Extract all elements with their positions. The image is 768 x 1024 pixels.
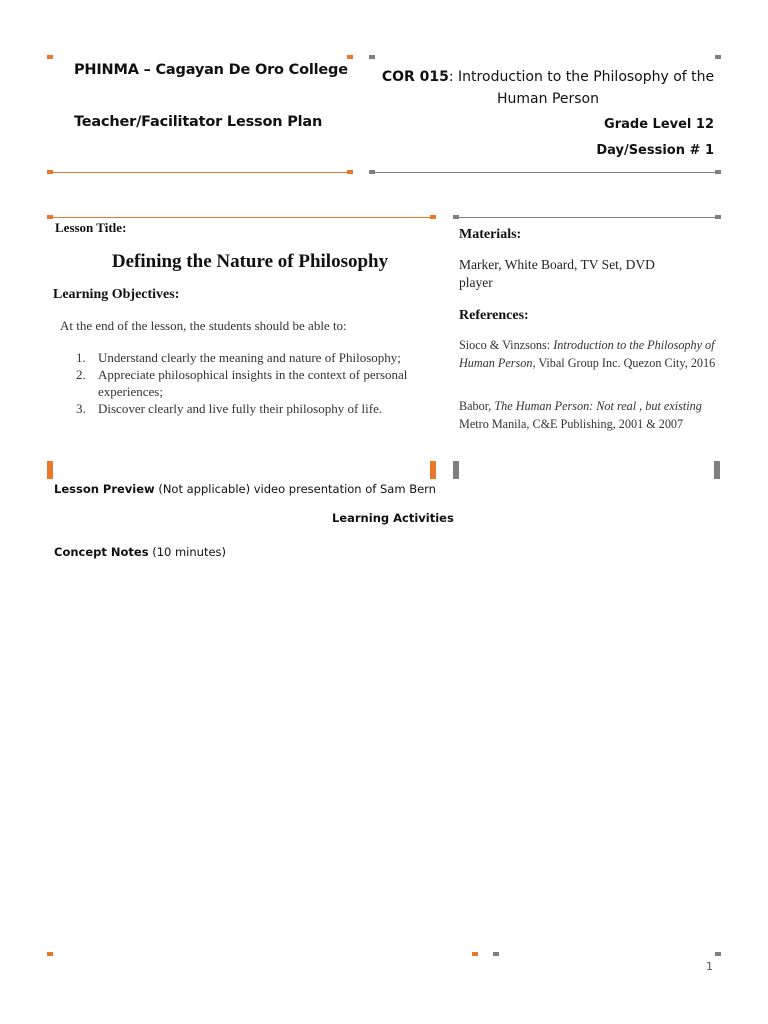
materials-label: Materials:: [459, 227, 522, 242]
section-marker: [453, 461, 459, 479]
lesson-preview-note: (Not applicable) video presentation of Sam Bern: [154, 482, 436, 496]
grade-level: Grade Level 12: [604, 117, 714, 132]
frame-corner: [715, 170, 721, 174]
lesson-preview: [54, 482, 436, 496]
frame-corner: [715, 55, 721, 59]
concept-notes-label: Concept Notes: [54, 545, 149, 559]
frame-corner: [47, 170, 53, 174]
objectives-intro: At the end of the lesson, the students should be able to:: [60, 318, 347, 333]
lesson-title-label: Lesson Title:: [55, 220, 127, 235]
concept-notes: [54, 545, 226, 559]
frame-corner: [430, 215, 436, 219]
concept-notes-duration: (10 minutes): [148, 545, 227, 559]
materials-text: Marker, White Board, TV Set, DVD player: [459, 257, 655, 290]
materials-section-rule: [453, 217, 721, 218]
frame-corner: [715, 215, 721, 219]
frame-corner: [347, 170, 353, 174]
plan-type: Teacher/Facilitator Lesson Plan: [74, 114, 323, 130]
frame-corner: [47, 55, 53, 59]
course-title: [372, 66, 724, 110]
objective-text: Discover clearly and live fully their philosophy of life.: [98, 401, 383, 416]
page-number: 1: [706, 960, 713, 973]
objective-item: [72, 400, 432, 417]
reference-title: The Human Person: Not real , but existing: [494, 399, 702, 413]
objective-item: [72, 366, 432, 400]
header-divider-left: [47, 172, 353, 173]
objective-number: 1.: [76, 350, 86, 365]
lesson-title: Defining the Nature of Philosophy: [111, 251, 389, 272]
reference-authors: Babor,: [459, 399, 495, 413]
reference-publisher: Metro Manila, C&E Publishing, 2001 & 2007: [459, 417, 684, 431]
frame-corner: [472, 952, 478, 956]
frame-corner: [47, 215, 53, 219]
frame-corner: [369, 170, 375, 174]
frame-corner: [369, 55, 375, 59]
references-label: References:: [459, 308, 529, 323]
objective-number: 3.: [76, 401, 86, 416]
lesson-preview-label: Lesson Preview: [54, 482, 155, 496]
objective-text: Appreciate philosophical insights in the context of personal experiences;: [98, 367, 408, 399]
objective-number: 2.: [76, 367, 86, 382]
reference-title: Introduction to the Philosophy of Human Person,: [459, 338, 715, 370]
frame-corner: [47, 952, 53, 956]
lesson-section-rule: [47, 217, 436, 218]
header-divider-right: [369, 172, 721, 173]
section-marker: [47, 461, 53, 479]
reference-item: [459, 336, 721, 372]
course-name: : Introduction to the Philosophy of the Human Person: [448, 69, 715, 107]
frame-corner: [453, 215, 459, 219]
frame-corner: [347, 55, 353, 59]
frame-corner: [715, 952, 721, 956]
frame-corner: [493, 952, 499, 956]
objectives-list: [72, 349, 432, 417]
section-marker: [714, 461, 720, 479]
reference-authors: Sioco & Vinzsons:: [459, 338, 554, 352]
day-session: Day/Session # 1: [596, 143, 714, 158]
college-name: PHINMA – Cagayan De Oro College: [74, 62, 348, 78]
reference-publisher: Vibal Group Inc. Quezon City, 2016: [535, 356, 716, 370]
learning-activities-heading: Learning Activities: [332, 511, 454, 525]
section-marker: [430, 461, 436, 479]
objective-item: [72, 349, 432, 366]
reference-item: [459, 397, 721, 433]
objectives-label: Learning Objectives:: [53, 287, 180, 302]
objective-text: Understand clearly the meaning and nature of Philosophy;: [98, 350, 401, 365]
course-code: COR 015: [381, 69, 449, 85]
